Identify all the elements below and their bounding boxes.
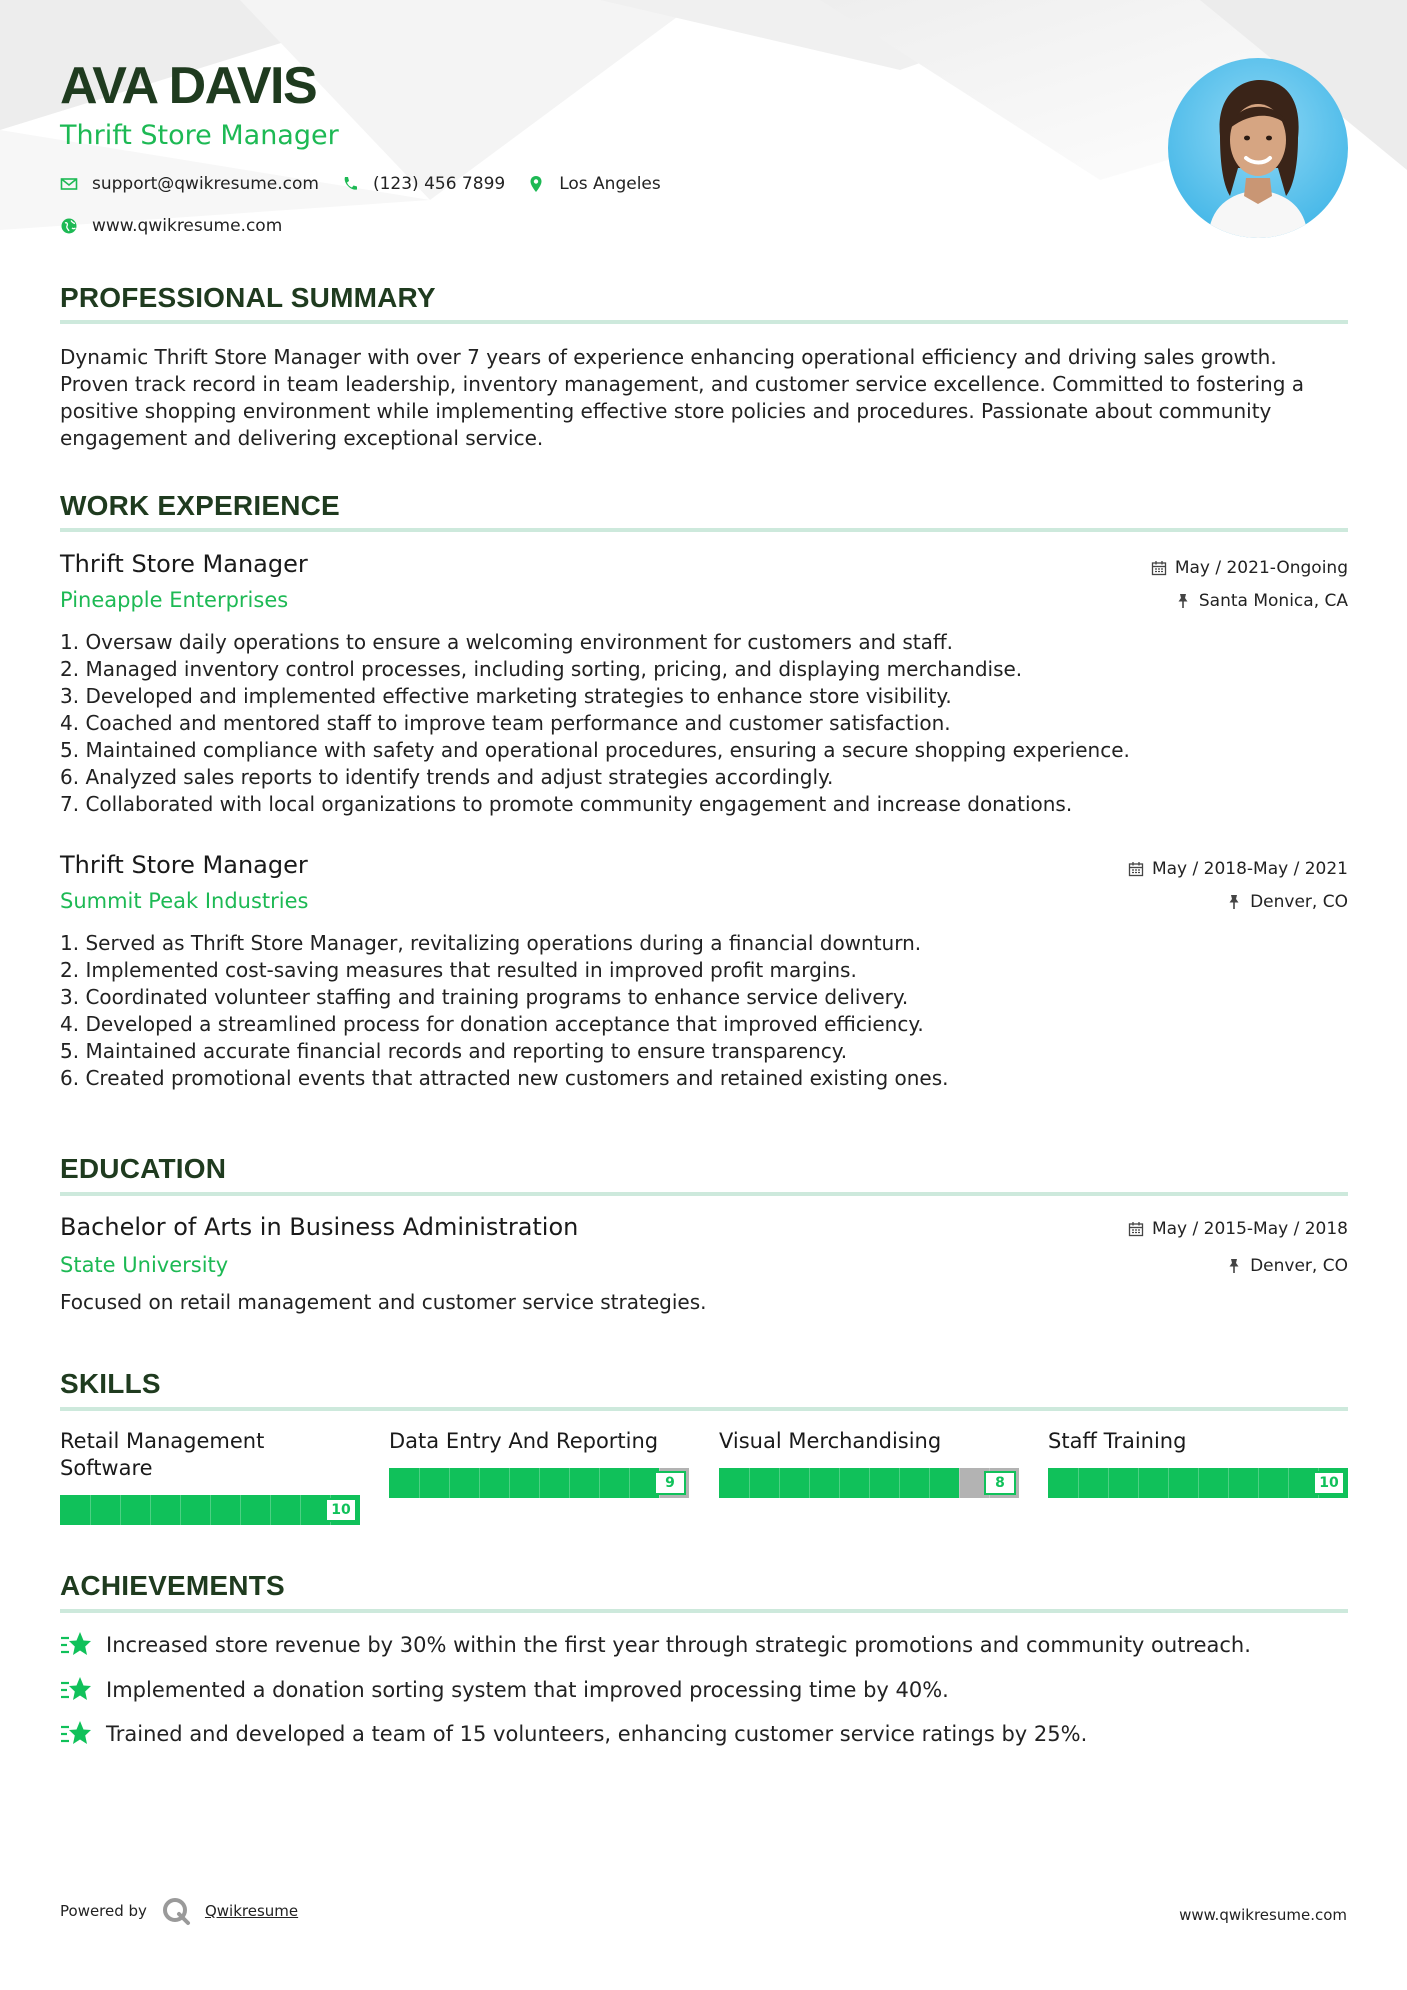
skill-bar [389,1468,689,1498]
skill-bar-fill [389,1468,659,1498]
skill-visual-merchandising [719,1428,1019,1491]
job-2-dates-text: May / 2018-May / 2021 [1151,859,1348,879]
skill-bar-segment [419,1468,420,1498]
skill-bar-segment [1168,1468,1169,1498]
skill-bar-segment [1108,1468,1109,1498]
skill-bar-segment [899,1468,900,1498]
job-1-location [1175,591,1348,611]
skill-bar-segment [1198,1468,1199,1498]
list-item: 5. Maintained compliance with safety and operational procedures, ensuring a secure shopping experience. [60,738,1130,762]
candidate-title: Thrift Store Manager [60,120,339,151]
skill-retail-management [60,1428,360,1518]
email-text: support@qwikresume.com [92,174,319,194]
profile-photo [1168,58,1348,238]
footer-powered-by [60,1896,298,1926]
skills-heading: SKILLS [60,1368,161,1399]
education-location-text: Denver, CO [1250,1256,1348,1276]
achievements-heading: ACHIEVEMENTS [60,1570,285,1601]
summary-text: Dynamic Thrift Store Manager with over 7 years of experience enhancing operational efficiency and driving sales growth. Proven track record in team leadership, inventory management, and customer service excellence. Committed to fostering a positive shopping environment while implementing effective store policies and procedures. Passionate about community engagement and delivering exceptional service. [60,345,1305,450]
skill-bar-segment [1138,1468,1139,1498]
summary-heading: PROFESSIONAL SUMMARY [60,282,436,313]
skill-bar-segment [929,1468,930,1498]
qwikresume-link[interactable]: Qwikresume [204,1902,299,1920]
skill-bar-segment [749,1468,750,1498]
list-item: 6. Analyzed sales reports to identify trends and adjust strategies accordingly. [60,765,834,789]
pushpin-icon [1175,593,1191,609]
education-school: State University [60,1253,229,1277]
job-2-company: Summit Peak Industries [60,889,309,913]
job-1-location-text: Santa Monica, CA [1198,591,1348,611]
skill-label-line2: Software [60,1456,153,1480]
list-item: 1. Served as Thrift Store Manager, revitalizing operations during a financial downturn. [60,931,922,955]
skill-score-badge: 9 [654,1471,686,1495]
job-2-title: Thrift Store Manager [60,851,308,879]
pushpin-icon [1226,894,1242,910]
phone-icon [341,175,359,193]
calendar-icon [1151,560,1167,576]
job-2-bullets [60,930,949,1092]
job-1-bullets [60,629,1130,818]
job-1-dates-text: May / 2021-Ongoing [1174,558,1348,578]
experience-heading: WORK EXPERIENCE [60,490,340,521]
experience-divider [60,528,1348,532]
skill-bar-segment [779,1468,780,1498]
map-pin-icon [527,175,545,193]
skill-score-badge: 8 [984,1471,1016,1495]
globe-icon [60,217,78,235]
achievement-item [60,1630,1251,1660]
skill-staff-training [1048,1428,1348,1491]
skill-label-line1: Staff Training [1048,1429,1187,1453]
list-item: 6. Created promotional events that attracted new customers and retained existing ones. [60,1066,949,1090]
skill-bar-segment [629,1468,630,1498]
skill-bar-segment [180,1495,181,1525]
skill-bar-segment [270,1495,271,1525]
skill-bar-segment [1258,1468,1259,1498]
envelope-icon [60,175,78,193]
skill-bar-segment [509,1468,510,1498]
education-description: Focused on retail management and customer service strategies. [60,1290,707,1314]
job-1-company: Pineapple Enterprises [60,588,289,612]
contact-location [527,174,661,194]
skill-bar-segment [210,1495,211,1525]
achievement-text: Implemented a donation sorting system that improved processing time by 40%. [106,1678,949,1702]
skill-bar-segment [569,1468,570,1498]
website-text: www.qwikresume.com [92,216,283,236]
skill-bar-segment [120,1495,121,1525]
calendar-icon [1128,1221,1144,1237]
job-1-dates [1151,558,1348,578]
skill-bar-segment [479,1468,480,1498]
skill-score-badge: 10 [325,1498,357,1522]
achievements-divider [60,1609,1348,1613]
skill-bar-segment [839,1468,840,1498]
skill-bar-segment [869,1468,870,1498]
qwikresume-logo-icon [161,1896,191,1926]
education-dates [1128,1219,1348,1239]
job-1-title: Thrift Store Manager [60,550,308,578]
star-badge-icon [60,1630,92,1660]
skill-data-entry [389,1428,689,1491]
list-item: 3. Developed and implemented effective marketing strategies to enhance store visibility. [60,684,952,708]
contact-email[interactable] [60,174,319,194]
calendar-icon [1128,861,1144,877]
powered-by-label: Powered by [60,1902,147,1920]
contact-website[interactable] [60,216,282,236]
location-text: Los Angeles [559,174,661,194]
skill-bar-segment [599,1468,600,1498]
contact-phone[interactable] [341,174,505,194]
phone-text: (123) 456 7899 [372,174,506,194]
job-2-dates [1128,859,1348,879]
list-item: 2. Managed inventory control processes, including sorting, pricing, and displaying merchandise. [60,657,1023,681]
skill-label-line1: Visual Merchandising [719,1429,942,1453]
list-item: 5. Maintained accurate financial records and reporting to ensure transparency. [60,1039,848,1063]
skill-bar-segment [240,1495,241,1525]
footer-website[interactable]: www.qwikresume.com [1179,1906,1347,1924]
skill-bar-segment [809,1468,810,1498]
skills-divider [60,1407,1348,1411]
job-2-location-text: Denver, CO [1250,892,1348,912]
star-badge-icon [60,1675,92,1705]
education-degree: Bachelor of Arts in Business Administration [60,1213,579,1241]
education-divider [60,1192,1348,1196]
achievement-item [60,1719,1087,1749]
skill-bar-segment [539,1468,540,1498]
skill-bar-segment [1228,1468,1229,1498]
skill-bar-segment [449,1468,450,1498]
achievement-text: Trained and developed a team of 15 volunteers, enhancing customer service ratings by 25%. [106,1722,1088,1746]
list-item: 7. Collaborated with local organizations to promote community engagement and increase donations. [60,792,1073,816]
skill-bar-segment [300,1495,301,1525]
skill-bar [60,1495,360,1525]
skill-label-line1: Data Entry And Reporting [389,1429,659,1453]
star-badge-icon [60,1719,92,1749]
skill-bar [1048,1468,1348,1498]
list-item: 1. Oversaw daily operations to ensure a welcoming environment for customers and staff. [60,630,953,654]
contact-row [60,174,683,194]
skill-label-line1: Retail Management [60,1429,265,1453]
candidate-name: AVA DAVIS [60,57,317,115]
list-item: 4. Coached and mentored staff to improve team performance and customer satisfaction. [60,711,951,735]
website-row [60,216,304,236]
skill-bar-segment [1078,1468,1079,1498]
education-heading: EDUCATION [60,1153,227,1184]
education-dates-text: May / 2015-May / 2018 [1151,1219,1348,1239]
job-2-location [1226,892,1348,912]
pushpin-icon [1226,1258,1242,1274]
summary-divider [60,320,1348,324]
skill-bar-segment [90,1495,91,1525]
achievement-text: Increased store revenue by 30% within the first year through strategic promotions and community outreach. [106,1633,1251,1657]
list-item: 3. Coordinated volunteer staffing and training programs to enhance service delivery. [60,985,909,1009]
list-item: 4. Developed a streamlined process for donation acceptance that improved efficiency. [60,1012,924,1036]
skill-bar-segment [959,1468,960,1498]
achievement-item [60,1675,949,1705]
skill-score-badge: 10 [1313,1471,1345,1495]
list-item: 2. Implemented cost-saving measures that resulted in improved profit margins. [60,958,857,982]
skill-bar-segment [1288,1468,1289,1498]
skill-bar [719,1468,1019,1498]
skill-bar-segment [150,1495,151,1525]
education-location [1226,1256,1348,1276]
